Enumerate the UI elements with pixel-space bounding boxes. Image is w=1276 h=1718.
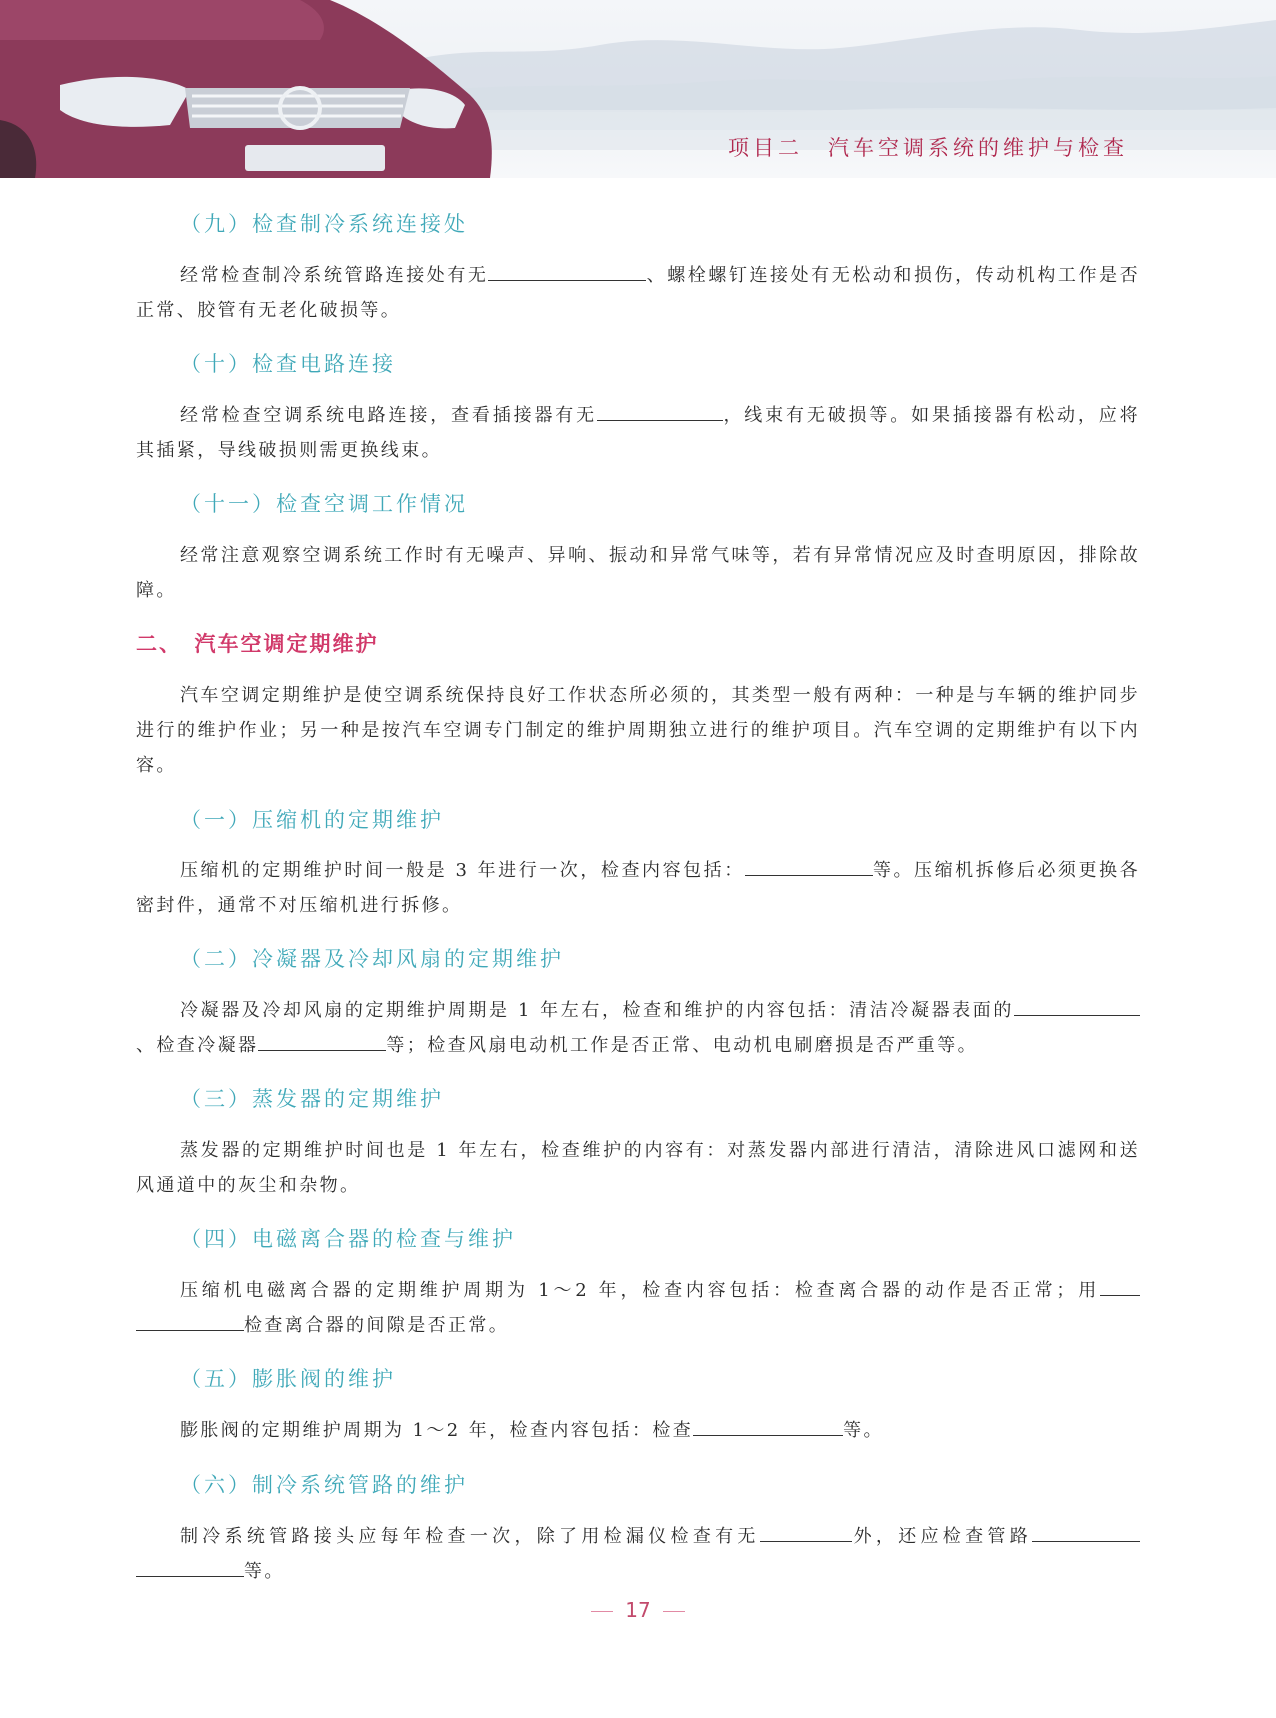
fill-blank xyxy=(488,262,646,281)
page-footer xyxy=(0,1598,1276,1622)
fill-blank xyxy=(693,1417,843,1436)
fill-blank xyxy=(1100,1277,1140,1296)
fill-blank xyxy=(136,1312,244,1331)
section-heading: （一）压缩机的定期维护 xyxy=(180,808,444,832)
paragraph: 压缩机电磁离合器的定期维护周期为 1～2 年，检查内容包括：检查离合器的动作是否正常；用检查离合器的间隙是否正常。 xyxy=(136,1273,1140,1343)
section-heading: （三）蒸发器的定期维护 xyxy=(180,1087,444,1111)
section-heading: （五）膨胀阀的维护 xyxy=(180,1367,396,1391)
section-heading: （六）制冷系统管路的维护 xyxy=(180,1473,468,1497)
car-image xyxy=(0,0,500,178)
chapter-subheading: 二、 汽车空调定期维护 xyxy=(136,632,379,656)
fill-blank xyxy=(597,402,723,421)
paragraph: 制冷系统管路接头应每年检查一次，除了用检漏仪检查有无 外，还应检查管路等。 xyxy=(136,1519,1140,1589)
paragraph: 汽车空调定期维护是使空调系统保持良好工作状态所必须的，其类型一般有两种：一种是与车辆的维护同步进行的维护作业；另一种是按汽车空调专门制定的维护周期独立进行的维护项目。汽车空调的定期维护有以下内容。 xyxy=(136,685,1140,776)
section-heading: （九）检查制冷系统连接处 xyxy=(180,212,468,236)
paragraph: 经常注意观察空调系统工作时有无噪声、异响、振动和异常气味等，若有异常情况应及时查明原因，排除故障。 xyxy=(136,545,1140,601)
paragraph: 压缩机的定期维护时间一般是 3 年进行一次，检查内容包括： 等。压缩机拆修后必须更换各密封件，通常不对压缩机进行拆修。 xyxy=(136,853,1140,923)
fill-blank xyxy=(760,1523,852,1542)
fill-blank xyxy=(745,857,873,876)
fill-blank xyxy=(258,1032,386,1051)
fill-blank xyxy=(1100,997,1140,1016)
footer-dash xyxy=(591,1611,613,1612)
paragraph: 经常检查制冷系统管路连接处有无 、螺栓螺钉连接处有无松动和损伤，传动机构工作是否正常、胶管有无老化破损等。 xyxy=(136,258,1140,328)
section-heading: （十一）检查空调工作情况 xyxy=(180,492,468,516)
fill-blank xyxy=(1032,1523,1140,1542)
paragraph: 蒸发器的定期维护时间也是 1 年左右，检查维护的内容有：对蒸发器内部进行清洁，清除进风口滤网和送风通道中的灰尘和杂物。 xyxy=(136,1140,1140,1196)
footer-dash xyxy=(663,1611,685,1612)
page-number: 17 xyxy=(625,1598,651,1622)
paragraph: 经常检查空调系统电路连接，查看插接器有无 ，线束有无破损等。如果插接器有松动，应将其插紧，导线破损则需更换线束。 xyxy=(136,398,1140,468)
page-header-banner xyxy=(0,0,1276,178)
fill-blank xyxy=(1014,997,1100,1016)
chapter-title: 项目二 汽车空调系统的维护与检查 xyxy=(728,136,1128,160)
paragraph: 膨胀阀的定期维护周期为 1～2 年，检查内容包括：检查 等。 xyxy=(136,1413,1140,1448)
section-heading: （二）冷凝器及冷却风扇的定期维护 xyxy=(180,947,564,971)
section-heading: （四）电磁离合器的检查与维护 xyxy=(180,1227,516,1251)
fill-blank xyxy=(136,1558,244,1577)
paragraph: 冷凝器及冷却风扇的定期维护周期是 1 年左右，检查和维护的内容包括：清洁冷凝器表面的、检查冷凝器 等；检查风扇电动机工作是否正常、电动机电刷磨损是否严重等。 xyxy=(136,993,1140,1063)
section-heading: （十）检查电路连接 xyxy=(180,352,396,376)
